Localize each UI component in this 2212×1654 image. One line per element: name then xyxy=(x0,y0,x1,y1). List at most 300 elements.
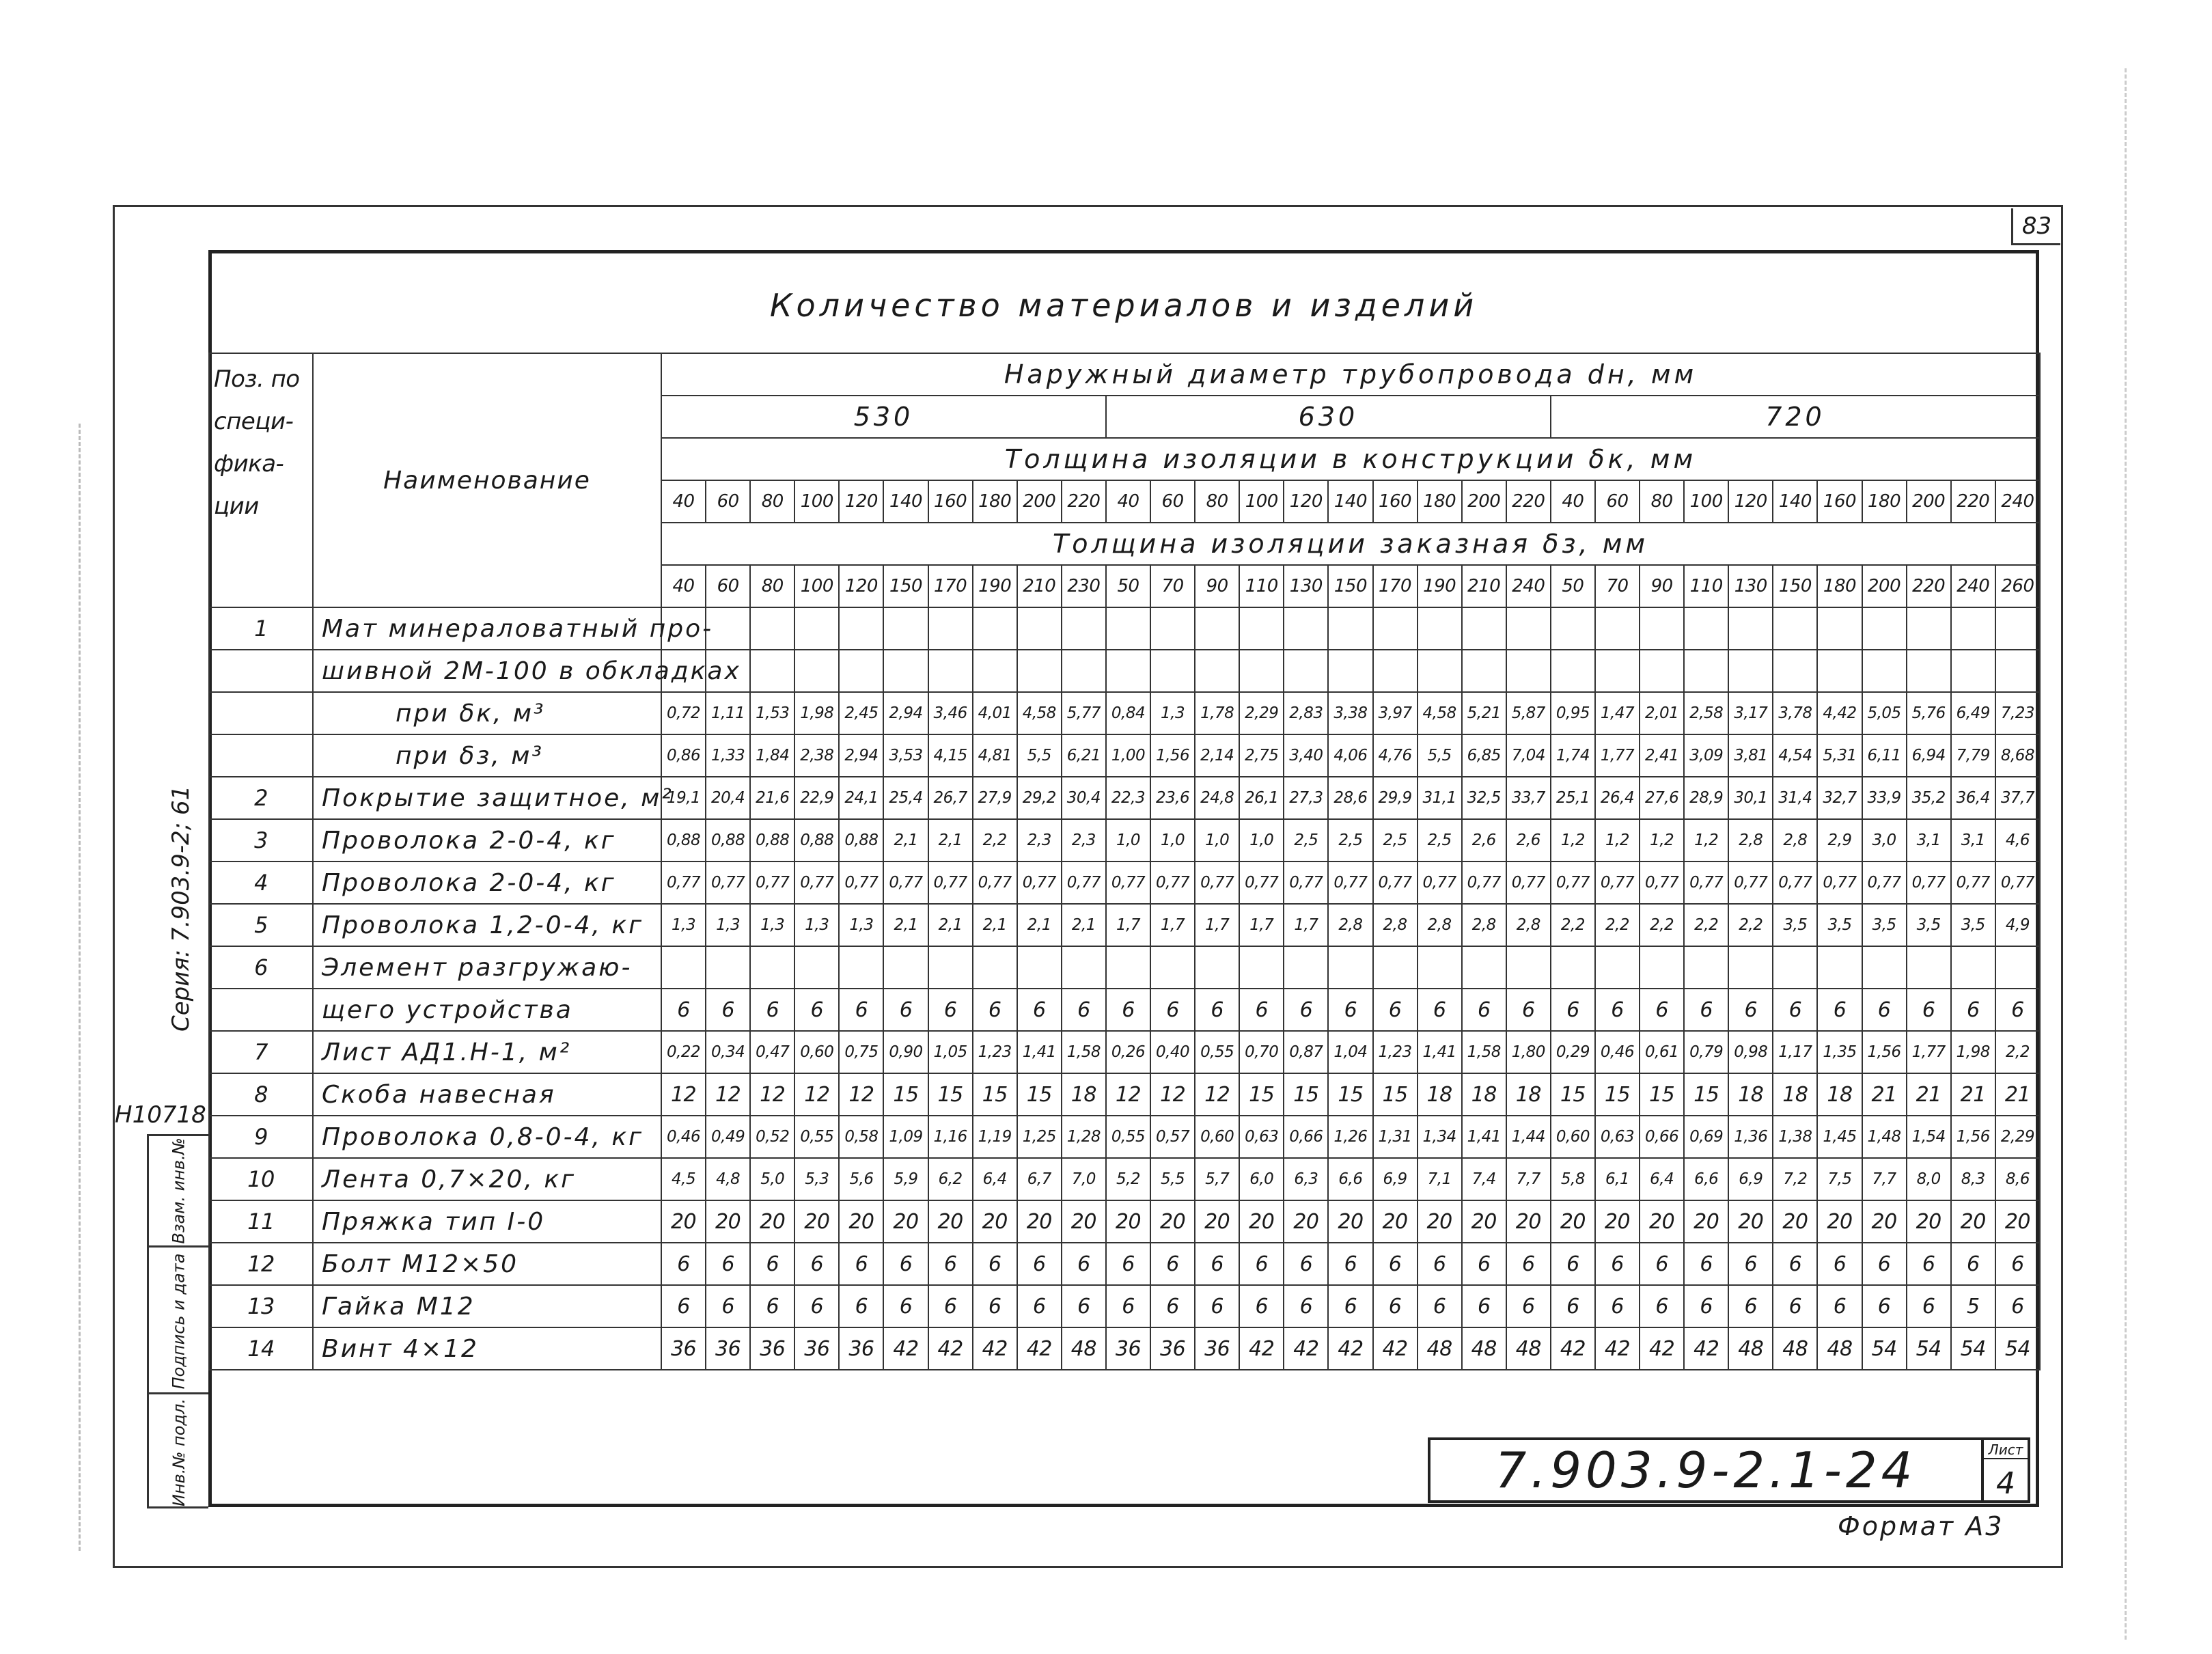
row-value: 1,23 xyxy=(973,1031,1017,1073)
row-value xyxy=(1506,946,1551,989)
row-value: 6 xyxy=(973,1243,1017,1285)
row-value xyxy=(1328,946,1372,989)
row-value: 2,5 xyxy=(1284,819,1328,862)
row-value: 6 xyxy=(1373,989,1418,1031)
row-value: 0,60 xyxy=(794,1031,839,1073)
row-value: 6 xyxy=(750,989,794,1031)
row-value xyxy=(1595,607,1640,650)
construction-thickness-value: 200 xyxy=(1017,480,1062,523)
row-value: 6 xyxy=(1728,1243,1773,1285)
row-position xyxy=(209,989,313,1031)
construction-thickness-value: 140 xyxy=(883,480,928,523)
row-value: 1,0 xyxy=(1239,819,1284,862)
row-name: Лента 0,7×20, кг xyxy=(313,1158,661,1200)
construction-thickness-value: 160 xyxy=(1373,480,1418,523)
row-value: 0,75 xyxy=(839,1031,883,1073)
row-value: 1,80 xyxy=(1506,1031,1551,1073)
row-value: 15 xyxy=(1551,1073,1595,1116)
order-thickness-value: 150 xyxy=(1773,565,1817,607)
row-value: 6,85 xyxy=(1462,734,1506,777)
row-value xyxy=(1506,607,1551,650)
table-row xyxy=(209,1327,2040,1370)
row-value: 1,41 xyxy=(1418,1031,1462,1073)
row-value: 2,2 xyxy=(1640,904,1684,946)
row-value: 5,05 xyxy=(1862,692,1907,734)
row-value: 1,0 xyxy=(1106,819,1150,862)
row-value: 2,94 xyxy=(883,692,928,734)
row-value: 0,77 xyxy=(1418,862,1462,904)
row-value: 2,3 xyxy=(1062,819,1106,862)
row-value: 20 xyxy=(1506,1200,1551,1243)
row-value: 12 xyxy=(750,1073,794,1116)
row-value: 28,9 xyxy=(1684,777,1728,819)
row-value xyxy=(839,607,883,650)
row-position: 8 xyxy=(209,1073,313,1116)
row-value: 6 xyxy=(661,1243,706,1285)
row-value: 48 xyxy=(1728,1327,1773,1370)
construction-thickness-value: 60 xyxy=(1595,480,1640,523)
row-value: 3,78 xyxy=(1773,692,1817,734)
row-value: 23,6 xyxy=(1150,777,1195,819)
row-value xyxy=(1062,607,1106,650)
row-value: 6 xyxy=(928,989,973,1031)
row-value: 36,4 xyxy=(1951,777,1995,819)
row-value: 42 xyxy=(1284,1327,1328,1370)
row-value: 20 xyxy=(1595,1200,1640,1243)
row-value: 7,7 xyxy=(1862,1158,1907,1200)
row-value: 3,1 xyxy=(1907,819,1951,862)
row-value: 1,7 xyxy=(1150,904,1195,946)
row-value: 0,77 xyxy=(1373,862,1418,904)
diameter-630: 630 xyxy=(1106,396,1551,438)
row-value xyxy=(794,650,839,692)
construction-thickness-value: 180 xyxy=(1862,480,1907,523)
row-value: 6 xyxy=(1817,989,1862,1031)
row-value: 18 xyxy=(1728,1073,1773,1116)
row-value xyxy=(1017,946,1062,989)
row-value: 6 xyxy=(1017,1243,1062,1285)
row-value: 6 xyxy=(883,1285,928,1327)
order-thickness-value: 150 xyxy=(883,565,928,607)
row-value: 0,26 xyxy=(1106,1031,1150,1073)
row-value: 0,77 xyxy=(1017,862,1062,904)
row-value: 2,9 xyxy=(1817,819,1862,862)
row-value: 6,49 xyxy=(1951,692,1995,734)
row-value: 6 xyxy=(1640,1243,1684,1285)
row-value: 21,6 xyxy=(750,777,794,819)
row-value: 3,0 xyxy=(1862,819,1907,862)
row-value: 0,77 xyxy=(661,862,706,904)
row-value: 0,77 xyxy=(1817,862,1862,904)
row-value xyxy=(1195,650,1239,692)
row-value: 18 xyxy=(1418,1073,1462,1116)
row-value xyxy=(1907,607,1951,650)
row-value xyxy=(1239,650,1284,692)
row-value: 6 xyxy=(1150,1285,1195,1327)
row-value: 0,84 xyxy=(1106,692,1150,734)
row-value: 54 xyxy=(1951,1327,1995,1370)
row-value xyxy=(1373,946,1418,989)
row-value: 6 xyxy=(750,1285,794,1327)
row-value: 33,7 xyxy=(1506,777,1551,819)
row-value: 0,77 xyxy=(1595,862,1640,904)
row-value: 1,58 xyxy=(1462,1031,1506,1073)
right-margin-line xyxy=(2125,68,2129,1640)
row-value: 1,04 xyxy=(1328,1031,1372,1073)
row-position: 4 xyxy=(209,862,313,904)
row-value: 42 xyxy=(1640,1327,1684,1370)
row-value: 6 xyxy=(1239,989,1284,1031)
row-value: 3,5 xyxy=(1907,904,1951,946)
order-thickness-value: 220 xyxy=(1907,565,1951,607)
row-value: 2,2 xyxy=(1728,904,1773,946)
row-value: 1,26 xyxy=(1328,1116,1372,1158)
row-value: 6 xyxy=(1373,1285,1418,1327)
row-value: 5,8 xyxy=(1551,1158,1595,1200)
row-value xyxy=(1506,650,1551,692)
row-value xyxy=(928,946,973,989)
row-value: 5,5 xyxy=(1418,734,1462,777)
row-value: 6 xyxy=(1017,989,1062,1031)
row-value: 2,8 xyxy=(1506,904,1551,946)
row-value: 0,77 xyxy=(883,862,928,904)
row-value: 1,35 xyxy=(1817,1031,1862,1073)
construction-thickness-value: 120 xyxy=(839,480,883,523)
row-value: 2,2 xyxy=(1595,904,1640,946)
row-value: 7,23 xyxy=(1995,692,2040,734)
row-value: 20 xyxy=(973,1200,1017,1243)
row-value xyxy=(1062,650,1106,692)
row-value: 0,34 xyxy=(706,1031,750,1073)
row-value: 5,2 xyxy=(1106,1158,1150,1200)
row-value: 20 xyxy=(1418,1200,1462,1243)
row-value: 3,38 xyxy=(1328,692,1372,734)
row-value: 0,40 xyxy=(1150,1031,1195,1073)
row-value xyxy=(973,650,1017,692)
row-name: Пряжка тип I-0 xyxy=(313,1200,661,1243)
row-value: 6 xyxy=(973,989,1017,1031)
row-value xyxy=(1373,607,1418,650)
row-value: 4,01 xyxy=(973,692,1017,734)
row-value: 6,9 xyxy=(1373,1158,1418,1200)
row-value: 0,88 xyxy=(794,819,839,862)
row-value: 6 xyxy=(1595,1285,1640,1327)
row-value: 27,9 xyxy=(973,777,1017,819)
row-value: 6 xyxy=(1773,1243,1817,1285)
row-position: 6 xyxy=(209,946,313,989)
row-position: 1 xyxy=(209,607,313,650)
row-value: 2,8 xyxy=(1728,819,1773,862)
row-value: 4,58 xyxy=(1418,692,1462,734)
order-thickness-value: 90 xyxy=(1640,565,1684,607)
row-value: 18 xyxy=(1506,1073,1551,1116)
row-value: 20 xyxy=(1062,1200,1106,1243)
row-value: 8,3 xyxy=(1951,1158,1995,1200)
row-value: 15 xyxy=(1595,1073,1640,1116)
row-value: 20 xyxy=(750,1200,794,1243)
row-value xyxy=(1862,946,1907,989)
row-value xyxy=(1373,650,1418,692)
row-value: 2,8 xyxy=(1773,819,1817,862)
row-value: 3,5 xyxy=(1862,904,1907,946)
row-value: 2,1 xyxy=(928,819,973,862)
row-value: 2,1 xyxy=(883,904,928,946)
row-value: 12 xyxy=(794,1073,839,1116)
row-value: 6 xyxy=(1328,1285,1372,1327)
row-value xyxy=(1551,607,1595,650)
row-value: 15 xyxy=(1284,1073,1328,1116)
row-value: 6 xyxy=(1951,989,1995,1031)
row-value: 6,4 xyxy=(973,1158,1017,1200)
row-position: 9 xyxy=(209,1116,313,1158)
row-value: 1,34 xyxy=(1418,1116,1462,1158)
row-value: 42 xyxy=(1373,1327,1418,1370)
row-position xyxy=(209,692,313,734)
row-value: 0,55 xyxy=(1195,1031,1239,1073)
row-value: 6 xyxy=(1995,989,2040,1031)
row-value xyxy=(883,607,928,650)
row-value xyxy=(1284,650,1328,692)
row-value xyxy=(928,607,973,650)
construction-thickness-value: 60 xyxy=(1150,480,1195,523)
row-value xyxy=(1728,650,1773,692)
row-value: 0,58 xyxy=(839,1116,883,1158)
row-value: 2,38 xyxy=(794,734,839,777)
row-value: 0,77 xyxy=(1862,862,1907,904)
order-thickness-value: 60 xyxy=(706,565,750,607)
row-value: 2,2 xyxy=(1684,904,1728,946)
row-value: 6 xyxy=(1862,989,1907,1031)
row-value xyxy=(928,650,973,692)
row-value: 6 xyxy=(1239,1243,1284,1285)
construction-thickness-value: 100 xyxy=(1239,480,1284,523)
side-cell-replace-inv: Взам. инв.№ xyxy=(169,1138,189,1244)
row-value: 12 xyxy=(839,1073,883,1116)
construction-thickness-value: 240 xyxy=(1995,480,2040,523)
materials-table xyxy=(208,353,2041,1370)
row-value xyxy=(1239,946,1284,989)
row-value: 42 xyxy=(883,1327,928,1370)
row-value: 20 xyxy=(1684,1200,1728,1243)
row-value: 1,78 xyxy=(1195,692,1239,734)
construction-thickness-value: 180 xyxy=(973,480,1017,523)
row-value xyxy=(839,946,883,989)
row-value: 6 xyxy=(1106,1285,1150,1327)
row-value: 20 xyxy=(1462,1200,1506,1243)
row-value: 1,2 xyxy=(1640,819,1684,862)
row-value: 7,4 xyxy=(1462,1158,1506,1200)
row-value xyxy=(1106,946,1150,989)
row-value xyxy=(1462,946,1506,989)
construction-thickness-value: 100 xyxy=(1684,480,1728,523)
row-value: 6 xyxy=(1684,1243,1728,1285)
row-value: 1,31 xyxy=(1373,1116,1418,1158)
row-position: 3 xyxy=(209,819,313,862)
sheet-label: Лист xyxy=(1984,1442,2028,1459)
row-value: 26,7 xyxy=(928,777,973,819)
row-value: 1,17 xyxy=(1773,1031,1817,1073)
row-value: 20 xyxy=(1728,1200,1773,1243)
row-value: 0,46 xyxy=(1595,1031,1640,1073)
row-value xyxy=(1150,650,1195,692)
row-value: 1,98 xyxy=(1951,1031,1995,1073)
row-value: 1,41 xyxy=(1017,1031,1062,1073)
row-value: 6 xyxy=(928,1285,973,1327)
row-value: 15 xyxy=(1373,1073,1418,1116)
table-row xyxy=(209,734,2040,777)
row-value: 6 xyxy=(1551,1243,1595,1285)
row-value: 42 xyxy=(1684,1327,1728,1370)
row-value xyxy=(1640,650,1684,692)
row-value: 0,98 xyxy=(1728,1031,1773,1073)
row-value: 6 xyxy=(1551,989,1595,1031)
row-value: 3,53 xyxy=(883,734,928,777)
row-value: 2,5 xyxy=(1418,819,1462,862)
row-value: 3,97 xyxy=(1373,692,1418,734)
row-value: 6 xyxy=(1195,1243,1239,1285)
row-value: 0,29 xyxy=(1551,1031,1595,1073)
row-value: 2,6 xyxy=(1506,819,1551,862)
row-value: 6,11 xyxy=(1862,734,1907,777)
row-value: 2,1 xyxy=(1017,904,1062,946)
row-value: 7,5 xyxy=(1817,1158,1862,1200)
row-value: 2,8 xyxy=(1328,904,1372,946)
row-value: 6 xyxy=(1284,1285,1328,1327)
row-value xyxy=(1595,650,1640,692)
construction-thickness-header: Толщина изоляции в конструкции δк, мм xyxy=(661,438,2040,480)
row-value: 1,41 xyxy=(1462,1116,1506,1158)
row-value: 6,9 xyxy=(1728,1158,1773,1200)
construction-thickness-value: 40 xyxy=(1551,480,1595,523)
row-value xyxy=(1418,607,1462,650)
construction-thickness-value: 60 xyxy=(706,480,750,523)
row-value: 0,60 xyxy=(1551,1116,1595,1158)
row-value: 20 xyxy=(1373,1200,1418,1243)
row-value: 6 xyxy=(1062,989,1106,1031)
row-value: 25,4 xyxy=(883,777,928,819)
construction-thickness-value: 220 xyxy=(1951,480,1995,523)
row-value: 1,7 xyxy=(1195,904,1239,946)
row-value xyxy=(1239,607,1284,650)
construction-thickness-value: 80 xyxy=(1640,480,1684,523)
row-value: 20 xyxy=(1773,1200,1817,1243)
row-value: 20,4 xyxy=(706,777,750,819)
row-name: Винт 4×12 xyxy=(313,1327,661,1370)
order-thickness-value: 120 xyxy=(839,565,883,607)
pos-header: Поз. по специ-фика-ции xyxy=(209,353,313,607)
row-value: 32,7 xyxy=(1817,777,1862,819)
row-value: 0,66 xyxy=(1640,1116,1684,1158)
row-value: 15 xyxy=(1328,1073,1372,1116)
row-value: 6 xyxy=(1462,1285,1506,1327)
row-value: 0,55 xyxy=(1106,1116,1150,1158)
row-value xyxy=(1017,650,1062,692)
row-value: 6 xyxy=(883,1243,928,1285)
table-row xyxy=(209,1116,2040,1158)
row-value xyxy=(794,607,839,650)
row-value: 1,3 xyxy=(839,904,883,946)
row-value: 6 xyxy=(1684,1285,1728,1327)
row-value: 42 xyxy=(1551,1327,1595,1370)
row-value: 1,77 xyxy=(1907,1031,1951,1073)
row-name: Скоба навесная xyxy=(313,1073,661,1116)
row-value: 42 xyxy=(1595,1327,1640,1370)
construction-thickness-value: 220 xyxy=(1506,480,1551,523)
row-value: 0,22 xyxy=(661,1031,706,1073)
row-value: 0,77 xyxy=(1728,862,1773,904)
construction-thickness-value: 140 xyxy=(1773,480,1817,523)
row-value: 6 xyxy=(1640,1285,1684,1327)
row-value: 2,1 xyxy=(928,904,973,946)
construction-thickness-value: 200 xyxy=(1462,480,1506,523)
row-value xyxy=(1284,946,1328,989)
row-value: 20 xyxy=(794,1200,839,1243)
row-value: 7,0 xyxy=(1062,1158,1106,1200)
row-value: 6,6 xyxy=(1684,1158,1728,1200)
order-thickness-value: 40 xyxy=(661,565,706,607)
row-value: 6 xyxy=(1328,1243,1372,1285)
row-value: 7,79 xyxy=(1951,734,1995,777)
row-value: 6 xyxy=(1551,1285,1595,1327)
row-value: 0,77 xyxy=(1106,862,1150,904)
row-value: 5,5 xyxy=(1150,1158,1195,1200)
row-value: 20 xyxy=(839,1200,883,1243)
construction-thickness-value: 80 xyxy=(750,480,794,523)
row-value xyxy=(883,650,928,692)
row-value: 2,2 xyxy=(1995,1031,2040,1073)
row-value: 36 xyxy=(706,1327,750,1370)
row-name: при δк, м³ xyxy=(313,692,661,734)
row-value: 30,1 xyxy=(1728,777,1773,819)
row-value xyxy=(973,946,1017,989)
construction-thickness-value: 40 xyxy=(1106,480,1150,523)
row-value: 1,23 xyxy=(1373,1031,1418,1073)
row-value xyxy=(1817,946,1862,989)
row-value: 20 xyxy=(1907,1200,1951,1243)
row-value: 6 xyxy=(1773,989,1817,1031)
table-row xyxy=(209,946,2040,989)
row-value: 54 xyxy=(1862,1327,1907,1370)
row-position: 5 xyxy=(209,904,313,946)
row-value: 36 xyxy=(750,1327,794,1370)
row-value: 6 xyxy=(706,1285,750,1327)
name-header: Наименование xyxy=(313,353,661,607)
row-value: 3,46 xyxy=(928,692,973,734)
row-value xyxy=(1951,607,1995,650)
row-value: 2,14 xyxy=(1195,734,1239,777)
row-value xyxy=(1284,607,1328,650)
row-value: 4,76 xyxy=(1373,734,1418,777)
row-value: 36 xyxy=(1195,1327,1239,1370)
row-value: 6 xyxy=(973,1285,1017,1327)
row-value: 0,60 xyxy=(1195,1116,1239,1158)
row-value: 1,25 xyxy=(1017,1116,1062,1158)
row-value: 2,45 xyxy=(839,692,883,734)
row-value: 0,88 xyxy=(661,819,706,862)
order-thickness-value: 210 xyxy=(1017,565,1062,607)
row-value: 2,6 xyxy=(1462,819,1506,862)
row-value: 1,00 xyxy=(1106,734,1150,777)
table-row xyxy=(209,1158,2040,1200)
row-value: 5,21 xyxy=(1462,692,1506,734)
row-value xyxy=(1951,650,1995,692)
row-value: 12 xyxy=(1150,1073,1195,1116)
row-value: 27,6 xyxy=(1640,777,1684,819)
row-value: 2,01 xyxy=(1640,692,1684,734)
row-value: 0,77 xyxy=(1239,862,1284,904)
row-value: 4,5 xyxy=(661,1158,706,1200)
row-value xyxy=(1551,650,1595,692)
